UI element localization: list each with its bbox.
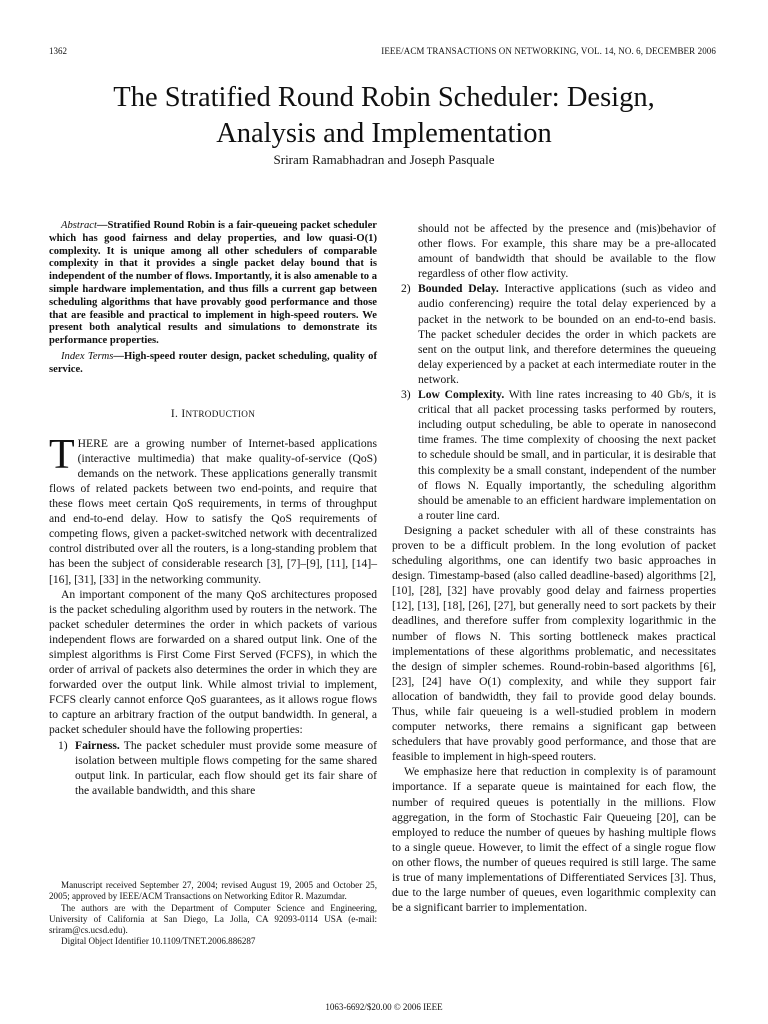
page-number: 1362 [49, 46, 67, 56]
index-terms [49, 351, 377, 377]
section-heading [49, 407, 377, 422]
intro-paragraph-2: An important component of the many QoS architectures proposed is the packet scheduling algorithm used by routers in the network. The packet scheduler determines the order in which packets of various independent flows are forwarded on a shared output link. One of the simplest algorithms is First Come First Served (FCFS), in which the order of arrival of packets also determines the order in which they are forwarded over the output link. While almost trivial to implement, FCFS clearly cannot enforce QoS guarantees, as it allows rogue flows to capture an arbitrary fraction of the output bandwidth. In general, a packet scheduler should have the following properties: [49, 587, 377, 737]
list-item-text: The packet scheduler must provide some measure of isolation between multiple flows competing for the same shared output link. In particular, each flow should get its fair share of the available bandwidth, and this share [75, 738, 377, 797]
body-paragraph-complexity: We emphasize here that reduction in complexity is of paramount importance. If a separate queue is maintained for each flow, the number of required queues is potentially in the millions. Flow aggregation, in the form of Stochastic Fair Queueing [20], can be employed to reduce the number of queues by hashing multiple flows to a single queue. However, to limit the effect of a single rogue flow on other flows, the number of queues required is still large. The same is true of many implementations of Differentiated Services [3]. Thus, due to the large number of queues, even logarithmic complexity can be a significant barrier to implementation. [392, 765, 716, 915]
properties-list [49, 738, 377, 798]
list-item-number: 3) [401, 388, 411, 402]
footnote-authors: The authors are with the Department of Computer Science and Engineering, University of California at San Diego, La Jolla, CA 92093-0114 USA (e-mail: sriram@cs.ucsd.edu). [49, 902, 377, 936]
right-column [392, 221, 716, 915]
abstract [49, 220, 377, 348]
properties-list-continued [392, 281, 716, 523]
title-line-2: Analysis and Implementation [216, 118, 552, 149]
paper-title [40, 80, 728, 152]
authors: Sriram Ramabhadran and Joseph Pasquale [273, 152, 495, 167]
list-item-number: 1) [58, 738, 68, 752]
list-item-number: 2) [401, 282, 411, 296]
body-paragraph-designing: Designing a packet scheduler with all of these constraints has proven to be a difficult problem. In the long evolution of packet scheduling algorithms, one can identify two basic approaches in design. Timestamp-based (also called deadline-based) algorithms [2], [10], [28], [32] have provably good delay and fairness properties [12], [13], [18], [26], [27], but generally need to sort packets by their deadlines, and therefore suffer from complexity logarithmic in the number of flows N. This sorting bottleneck makes practical implementations of these algorithms problematic, and necessitates the design of simpler schemes. Round-robin-based algorithms [6], [23], [24] have O(1) complexity, and while they support fair allocation of bandwidth, they fail to provide good delay bounds. Thus, while fair queueing is a well-studied problem in modern computer networks, there remains a significant gap between schedulers that have provably good performance, and those that are feasible to implement in high-speed routers. [392, 523, 716, 764]
abstract-lead: Abstract [61, 220, 97, 231]
footnote [49, 880, 377, 948]
section-title-rest: NTRODUCTION [185, 408, 256, 419]
section-title-first: I [181, 407, 186, 420]
index-terms-text: —High-speed router design, packet scheduling, quality of service. [49, 350, 377, 375]
journal-header: IEEE/ACM TRANSACTIONS ON NETWORKING, VOL. 14, NO. 6, DECEMBER 2006 [381, 46, 716, 56]
intro-paragraph-1-text: HERE are a growing number of Internet-based applications (interactive multimedia) that make quality-of-service (QoS) demands on the network. These applications generally transmit flows of related packets between two end-points, and require that these flows meet certain QoS requirements, in terms of throughput and end-to-end delay. How to satisfy the QoS requirements of competing flows, given a packet-switched network with decentralized control distributed over all the routers, is a long-standing problem that has been the subject of considerable research [3], [7]–[9], [11], [14]–[16], [31], [33] in the networking community. [49, 436, 377, 586]
copyright-footer: 1063-6692/$20.00 © 2006 IEEE [325, 1002, 443, 1012]
footnote-manuscript: Manuscript received September 27, 2004; revised August 19, 2005 and October 25, 2005; approved by IEEE/ACM Transactions on Networking Editor R. Mazumdar. [49, 880, 377, 902]
list-item-text: Interactive applications (such as video and audio conferencing) require the total delay experienced by a packet in the network to be bounded on an end-to-end basis. The packet scheduler decides the order in which packets are sent on the output link, and therefore determines the queueing delay experienced by a packet at each intermediate router in the network. [418, 282, 716, 386]
list-item-text: With line rates increasing to 40 Gb/s, it is critical that all packet processing tasks performed by routers, including output scheduling, be able to operate in nanosecond time frames. The time complexity of choosing the next packet to schedule should be small, and in particular, it is desirable that this complexity be a small constant, independent of the number of flows N. Equally importantly, the scheduling algorithm should be amenable to an efficient hardware implementation on a router line card. [418, 388, 716, 522]
drop-cap: T [49, 431, 75, 478]
abstract-text: —Stratified Round Robin is a fair-queueing packet scheduler which has good fairness and delay properties, and low quasi-O(1) complexity. It is unique among all other schedulers of comparable complexity in that it provides a single packet delay bound that is independent of the number of flows. Importantly, it is also amenable to a simple hardware implementation, and thus fills a current gap between scheduling algorithms that have provably good performance and those that are feasible and practical to implement in high-speed routers. We present both analytical results and simulations to demonstrate its performance properties. [49, 220, 377, 347]
title-line-1: The Stratified Round Robin Scheduler: Design, [113, 82, 655, 113]
list-item [392, 281, 716, 387]
intro-paragraph-1 [49, 431, 377, 587]
index-terms-lead: Index Terms [61, 350, 114, 362]
list-item-label: Fairness. [75, 738, 120, 752]
section-number: I. [170, 407, 179, 420]
left-column [49, 220, 377, 798]
fairness-continued: should not be affected by the presence and (mis)behavior of other flows. For example, this share may be a pre-allocated amount of bandwidth that should be available to the flow regardless of other flow activity. [418, 222, 716, 281]
list-item [49, 738, 377, 798]
list-item-label: Low Complexity. [418, 388, 505, 402]
footnote-doi: Digital Object Identifier 10.1109/TNET.2006.886287 [61, 936, 256, 947]
list-item [392, 387, 716, 523]
list-item-label: Bounded Delay. [418, 282, 499, 296]
